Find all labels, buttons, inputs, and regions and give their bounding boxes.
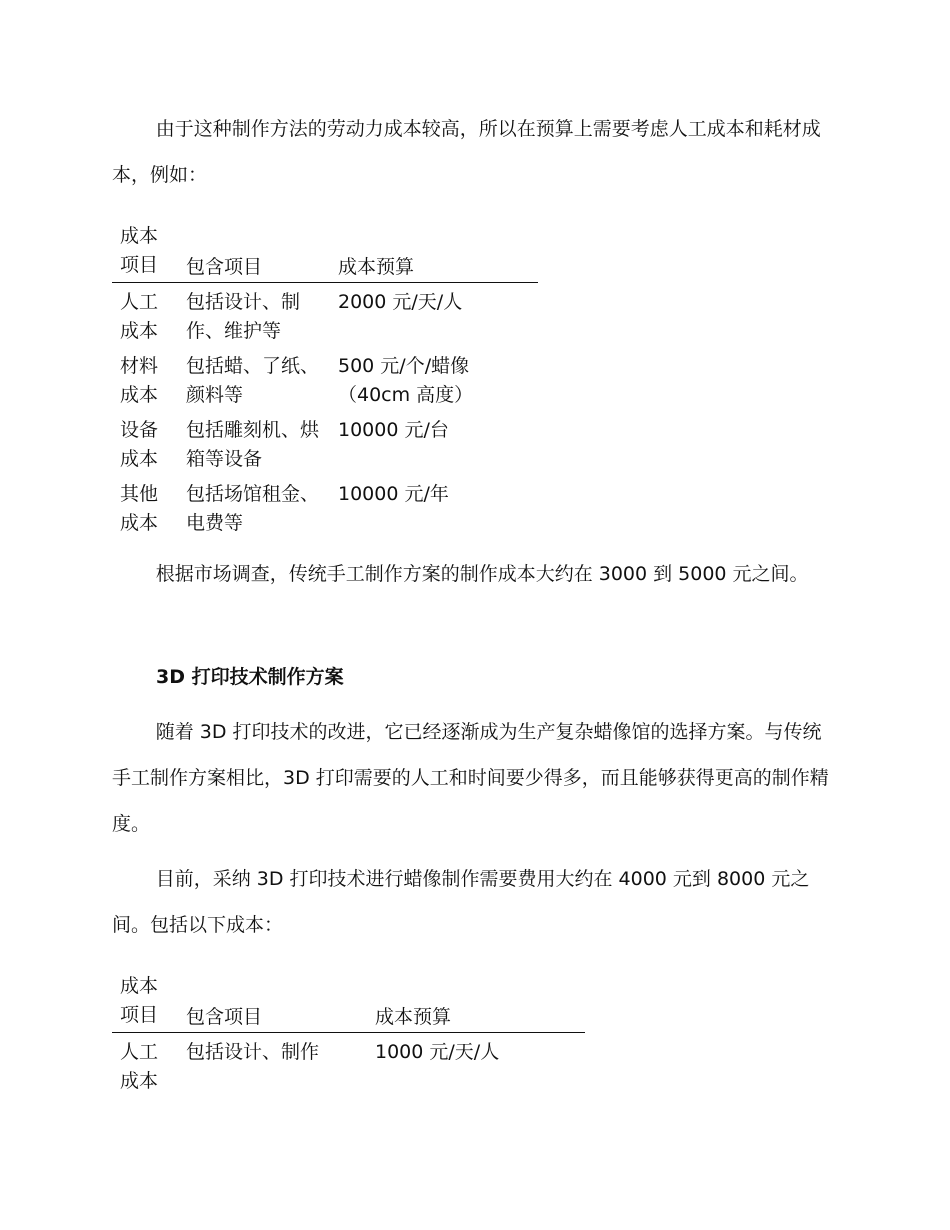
cell-budget: 500 元/个/蜡像（40cm 高度）: [338, 355, 474, 406]
table-row: [112, 410, 538, 474]
cell-cost-item: 设备成本: [120, 419, 159, 470]
paragraph-3d-printing-cost: 目前，采纳 3D 打印技术进行蜡像制作需要费用大约在 4000 元到 8000 元之间。包括以下成本：: [112, 868, 810, 936]
cost-table-3d-printing: [112, 972, 585, 1096]
cell-budget: 2000 元/天/人: [338, 291, 463, 313]
cell-included-items: 包括设计、制作: [186, 1041, 320, 1063]
header-budget: 成本预算: [375, 1006, 452, 1028]
table-header-row: [112, 972, 585, 1033]
paragraph-market-survey: 根据市场调查，传统手工制作方案的制作成本大约在 3000 到 5000 元之间。: [155, 563, 809, 585]
paragraph-labor-cost-intro: 由于这种制作方法的劳动力成本较高，所以在预算上需要考虑人工成本和耗材成本，例如：: [112, 118, 821, 186]
header-cost-item: 成本项目: [120, 225, 159, 276]
paragraph-3d-printing-intro: 随着 3D 打印技术的改进，它已经逐渐成为生产复杂蜡像馆的选择方案。与传统手工制作方案相比，3D 打印需要的人工和时间要少得多，而且能够获得更高的制作精度。: [112, 721, 829, 835]
header-included-items: 包含项目: [186, 1006, 263, 1028]
cost-table-traditional: [112, 222, 538, 538]
table-row: [112, 1033, 585, 1097]
cell-cost-item: 材料成本: [120, 355, 159, 406]
cell-budget: 10000 元/台: [338, 419, 449, 441]
table-row: [112, 346, 538, 410]
cell-cost-item: 人工成本: [120, 1041, 159, 1092]
cell-included-items: 包括设计、制作、维护等: [186, 291, 301, 342]
table-row: [112, 283, 538, 347]
cell-included-items: 包括雕刻机、烘箱等设备: [186, 419, 320, 470]
cell-included-items: 包括蜡、了纸、颜料等: [186, 355, 320, 406]
cell-cost-item: 其他成本: [120, 483, 159, 534]
cell-included-items: 包括场馆租金、电费等: [186, 483, 320, 534]
section-heading-3d-printing: 3D 打印技术制作方案: [156, 666, 344, 688]
table-header-row: [112, 222, 538, 283]
header-included-items: 包含项目: [186, 256, 263, 278]
cell-budget: 1000 元/天/人: [375, 1041, 500, 1063]
cell-budget: 10000 元/年: [338, 483, 449, 505]
cell-cost-item: 人工成本: [120, 291, 159, 342]
header-budget: 成本预算: [338, 256, 415, 278]
table-row: [112, 474, 538, 538]
header-cost-item: 成本项目: [120, 975, 159, 1026]
